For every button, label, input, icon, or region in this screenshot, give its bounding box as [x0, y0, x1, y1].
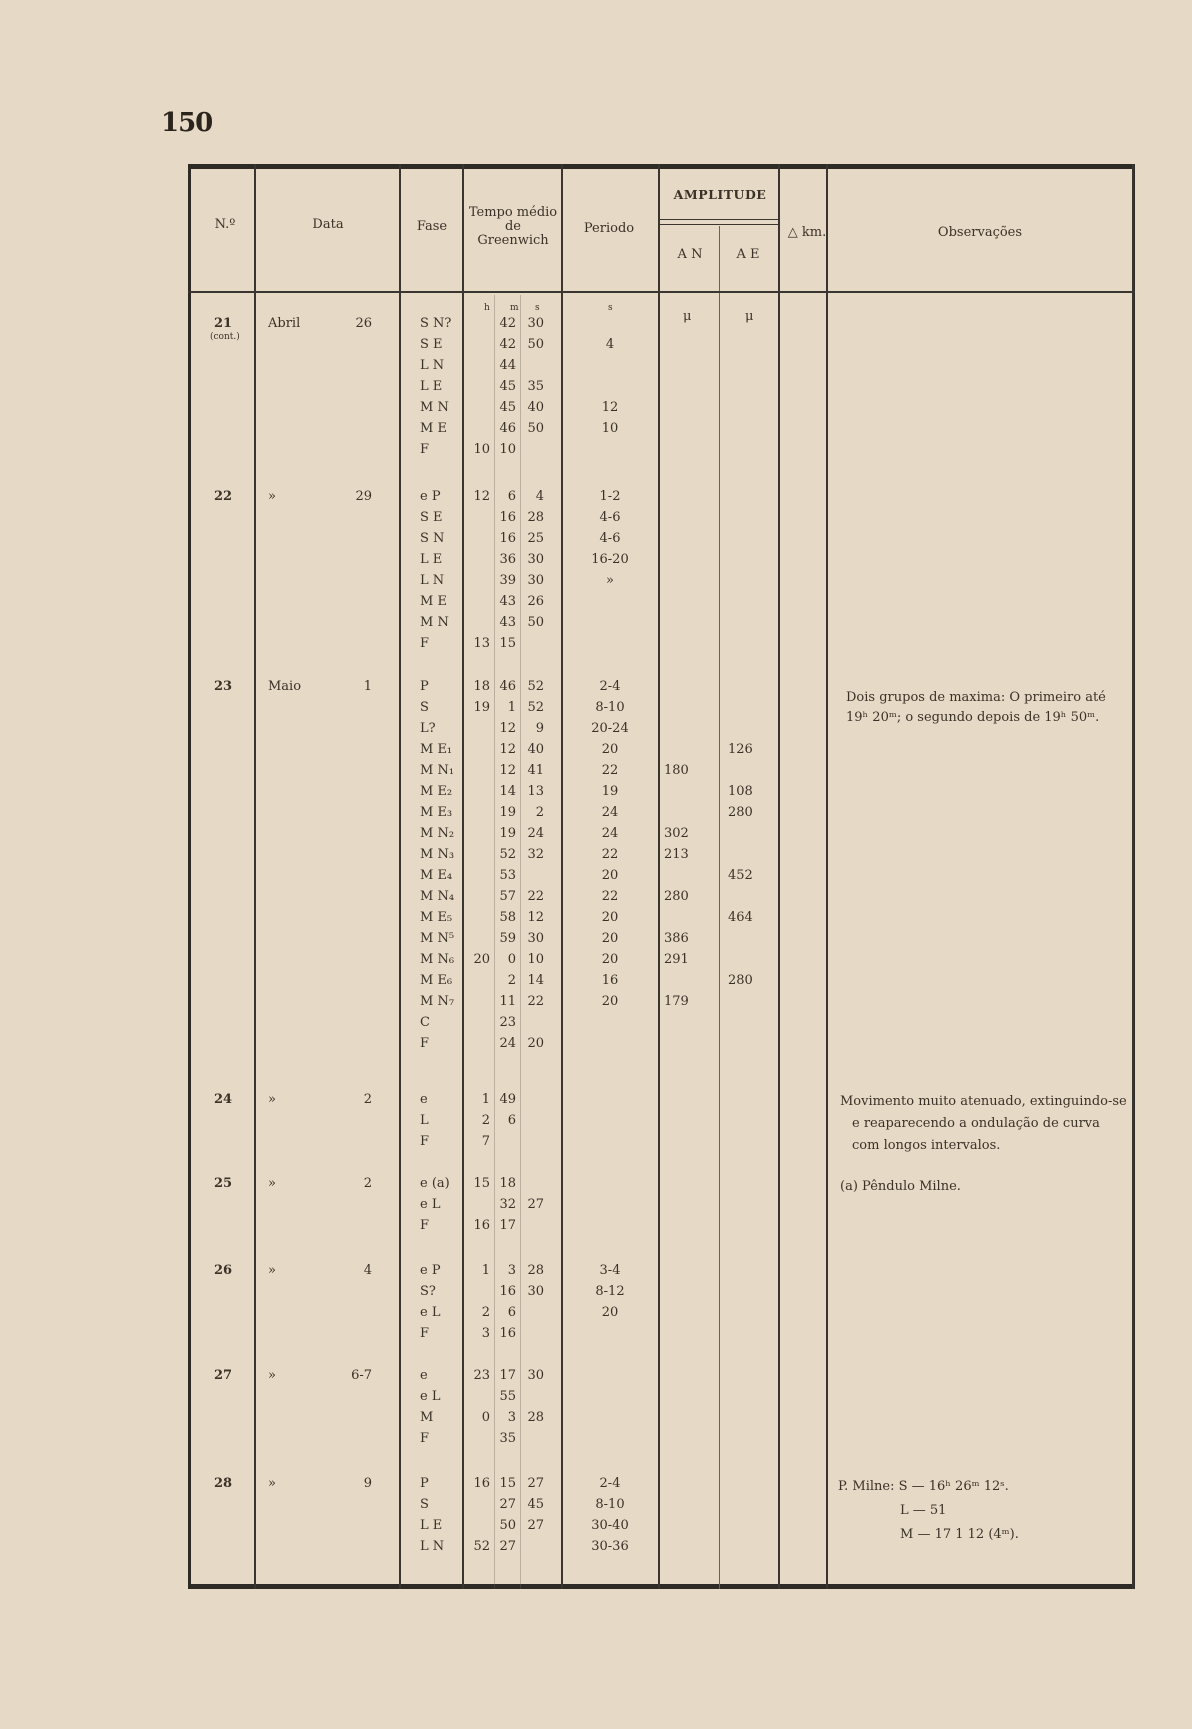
column-divider	[1132, 164, 1134, 1589]
phase-cell: L E	[420, 379, 443, 394]
second-cell: 50	[527, 615, 544, 630]
header-observations: Observações	[937, 225, 1023, 240]
phase-cell: M E₁	[420, 742, 453, 757]
amplitude-ae-cell: 280	[728, 973, 753, 988]
second-cell: 30	[527, 573, 544, 588]
phase-cell: e (a)	[420, 1176, 450, 1191]
observation-28-line-2: L — 51	[900, 1503, 947, 1518]
header-time-2: de	[504, 219, 521, 234]
column-divider	[658, 164, 660, 1589]
second-cell: 10	[527, 952, 544, 967]
column-divider	[826, 164, 828, 1589]
phase-cell: P	[420, 679, 429, 694]
phase-cell: M N₁	[420, 763, 455, 778]
phase-cell: M E	[420, 421, 447, 436]
phase-cell: L N	[420, 358, 445, 373]
minute-cell: 36	[499, 552, 516, 567]
minute-cell: 3	[507, 1410, 516, 1425]
minute-cell: 27	[499, 1539, 516, 1554]
column-divider	[719, 226, 720, 1589]
amplitude-an-cell: 179	[664, 994, 689, 1009]
phase-cell: M	[420, 1410, 434, 1425]
minute-cell: 3	[507, 1263, 516, 1278]
group-day: 2	[363, 1092, 372, 1107]
minute-cell: 16	[499, 510, 516, 525]
amplitude-an-cell: 302	[664, 826, 689, 841]
minute-cell: 1	[507, 700, 516, 715]
hour-cell: 18	[473, 679, 490, 694]
amplitude-ae-cell: 126	[728, 742, 753, 757]
minute-cell: 59	[499, 931, 516, 946]
period-cell: 20	[601, 931, 619, 946]
phase-cell: S?	[420, 1284, 436, 1299]
second-cell: 20	[527, 1036, 544, 1051]
amplitude-an-cell: 386	[664, 931, 689, 946]
group-day: 29	[355, 489, 372, 504]
minute-cell: 42	[499, 337, 516, 352]
unit-s: s	[535, 303, 540, 313]
minute-cell: 46	[499, 421, 516, 436]
phase-cell: M N⁵	[420, 931, 455, 946]
header-rule	[188, 291, 1135, 293]
minute-cell: 6	[507, 1305, 516, 1320]
period-cell: »	[606, 573, 614, 588]
minute-cell: 43	[499, 615, 516, 630]
observation-25: (a) Pêndulo Milne.	[840, 1179, 961, 1194]
minute-cell: 57	[499, 889, 516, 904]
minute-cell: 6	[507, 489, 516, 504]
phase-cell: e L	[420, 1305, 441, 1320]
hour-cell: 0	[481, 1410, 490, 1425]
minute-cell: 39	[499, 573, 516, 588]
phase-cell: S E	[420, 510, 443, 525]
minute-cell: 15	[499, 636, 516, 651]
second-cell: 30	[527, 316, 544, 331]
hour-cell: 52	[473, 1539, 490, 1554]
second-cell: 45	[527, 1497, 544, 1512]
observation-24-line-3: com longos intervalos.	[852, 1138, 1001, 1153]
minute-cell: 27	[499, 1497, 516, 1512]
period-cell: 30-40	[591, 1518, 629, 1533]
hour-cell: 20	[473, 952, 490, 967]
minute-cell: 49	[499, 1092, 516, 1107]
group-day: 1	[363, 679, 372, 694]
unit-m: m	[510, 303, 519, 313]
minute-cell: 24	[499, 1036, 516, 1051]
phase-cell: M N₆	[420, 952, 455, 967]
observation-24-line-1: Movimento muito atenuado, extinguindo-se	[840, 1094, 1127, 1109]
phase-cell: F	[420, 442, 430, 457]
hour-cell: 2	[481, 1305, 490, 1320]
phase-cell: C	[420, 1015, 430, 1030]
minute-cell: 43	[499, 594, 516, 609]
phase-cell: M N₄	[420, 889, 455, 904]
period-cell: 16	[601, 973, 619, 988]
minute-cell: 12	[499, 742, 516, 757]
header-distance: △ km.	[787, 225, 827, 240]
period-cell: 30-36	[591, 1539, 629, 1554]
unit-period-s: s	[608, 303, 613, 313]
minute-cell: 12	[499, 721, 516, 736]
second-cell: 30	[527, 1368, 544, 1383]
group-number: 25	[214, 1176, 233, 1191]
second-cell: 25	[527, 531, 544, 546]
phase-cell: M N₂	[420, 826, 455, 841]
header-date: Data	[312, 217, 344, 232]
period-cell: 22	[601, 763, 619, 778]
minute-cell: 23	[499, 1015, 516, 1030]
group-day: 2	[363, 1176, 372, 1191]
hour-cell: 16	[473, 1218, 490, 1233]
minute-cell: 15	[499, 1476, 516, 1491]
period-cell: 20	[601, 994, 619, 1009]
header-period: Periodo	[583, 221, 635, 236]
hour-cell: 10	[473, 442, 490, 457]
phase-cell: L	[420, 1113, 429, 1128]
second-cell: 13	[527, 784, 544, 799]
phase-cell: e	[420, 1092, 428, 1107]
hour-cell: 1	[481, 1092, 490, 1107]
period-cell: 1-2	[599, 489, 621, 504]
header-an: A N	[677, 247, 703, 262]
page-number: 150	[161, 108, 213, 138]
minute-cell: 6	[507, 1113, 516, 1128]
second-cell: 26	[527, 594, 544, 609]
period-cell: 2-4	[599, 1476, 621, 1491]
period-cell: 24	[601, 805, 619, 820]
period-cell: 2-4	[599, 679, 621, 694]
minute-cell: 42	[499, 316, 516, 331]
period-cell: 20-24	[591, 721, 629, 736]
group-number: 23	[214, 679, 233, 694]
header-phase: Fase	[416, 219, 448, 234]
period-cell: 22	[601, 889, 619, 904]
group-day: 4	[363, 1263, 372, 1278]
hour-cell: 13	[473, 636, 490, 651]
phase-cell: M E₆	[420, 973, 453, 988]
group-month: »	[268, 1092, 276, 1107]
amplitude-an-cell: 291	[664, 952, 689, 967]
phase-cell: M N	[420, 615, 449, 630]
group-number: 21	[214, 316, 233, 331]
column-divider	[778, 164, 780, 1589]
amplitude-ae-cell: 280	[728, 805, 753, 820]
data-table	[188, 164, 1135, 1589]
unit-mu-ae: μ	[745, 309, 754, 324]
second-cell: 27	[527, 1476, 544, 1491]
phase-cell: e P	[420, 489, 441, 504]
second-cell: 27	[527, 1197, 544, 1212]
second-cell: 28	[527, 510, 544, 525]
group-day: 9	[363, 1476, 372, 1491]
minute-cell: 50	[499, 1518, 516, 1533]
amplitude-ae-cell: 108	[728, 784, 753, 799]
second-cell: 35	[527, 379, 544, 394]
phase-cell: M N	[420, 400, 449, 415]
phase-cell: S N	[420, 531, 445, 546]
minute-cell: 17	[499, 1218, 516, 1233]
second-cell: 50	[527, 337, 544, 352]
phase-cell: F	[420, 1134, 430, 1149]
period-cell: 16-20	[591, 552, 629, 567]
phase-cell: e L	[420, 1389, 441, 1404]
minute-cell: 11	[499, 994, 516, 1009]
observation-24-line-2: e reaparecendo a ondulação de curva	[852, 1116, 1100, 1131]
header-rule	[658, 224, 778, 225]
second-cell: 32	[527, 847, 544, 862]
period-cell: 24	[601, 826, 619, 841]
minute-cell: 16	[499, 1326, 516, 1341]
phase-cell: M E₃	[420, 805, 453, 820]
second-cell: 28	[527, 1410, 544, 1425]
amplitude-an-cell: 213	[664, 847, 689, 862]
second-cell: 22	[527, 994, 544, 1009]
minute-cell: 2	[507, 973, 516, 988]
phase-cell: M E₄	[420, 868, 453, 883]
group-number: 26	[214, 1263, 233, 1278]
phase-cell: F	[420, 1431, 430, 1446]
phase-cell: S E	[420, 337, 443, 352]
group-number: 27	[214, 1368, 233, 1383]
observation-23-line-2: 19ʰ 20ᵐ; o segundo depois de 19ʰ 50ᵐ.	[846, 710, 1100, 725]
group-number: 22	[214, 489, 233, 504]
period-cell: 20	[601, 868, 619, 883]
period-cell: 3-4	[599, 1263, 621, 1278]
phase-cell: M E₂	[420, 784, 453, 799]
second-cell: 28	[527, 1263, 544, 1278]
phase-cell: e L	[420, 1197, 441, 1212]
minute-cell: 19	[499, 826, 516, 841]
phase-cell: M E₅	[420, 910, 453, 925]
observation-23-line-1: Dois grupos de maxima: O primeiro até	[846, 690, 1106, 705]
amplitude-ae-cell: 464	[728, 910, 753, 925]
phase-cell: e P	[420, 1263, 441, 1278]
phase-cell: L N	[420, 1539, 445, 1554]
minute-cell: 35	[499, 1431, 516, 1446]
period-cell: 19	[601, 784, 619, 799]
minute-cell: 44	[499, 358, 516, 373]
minute-cell: 45	[499, 379, 516, 394]
phase-cell: P	[420, 1476, 429, 1491]
group-month: »	[268, 1263, 276, 1278]
unit-mu-an: μ	[683, 309, 692, 324]
phase-cell: L E	[420, 552, 443, 567]
column-divider	[254, 164, 256, 1589]
group-month: Maio	[268, 679, 302, 694]
hour-cell: 15	[473, 1176, 490, 1191]
phase-cell: F	[420, 1218, 430, 1233]
period-cell: 4-6	[599, 531, 621, 546]
period-cell: 20	[601, 910, 619, 925]
group-number: 28	[214, 1476, 233, 1491]
minute-cell: 14	[499, 784, 516, 799]
second-cell: 30	[527, 552, 544, 567]
second-cell: 41	[527, 763, 544, 778]
second-cell: 40	[527, 400, 544, 415]
second-cell: 14	[527, 973, 544, 988]
period-cell: 4	[605, 337, 615, 352]
minute-cell: 19	[499, 805, 516, 820]
phase-cell: F	[420, 1036, 430, 1051]
minute-cell: 58	[499, 910, 516, 925]
hour-cell: 3	[481, 1326, 490, 1341]
second-cell: 24	[527, 826, 544, 841]
hour-cell: 7	[481, 1134, 490, 1149]
amplitude-an-cell: 180	[664, 763, 689, 778]
column-divider	[462, 164, 464, 1589]
minute-cell: 12	[499, 763, 516, 778]
second-cell: 50	[527, 421, 544, 436]
phase-cell: F	[420, 1326, 430, 1341]
second-cell: 9	[535, 721, 544, 736]
hour-cell: 23	[473, 1368, 490, 1383]
group-month: »	[268, 1368, 276, 1383]
phase-cell: M N₇	[420, 994, 455, 1009]
phase-cell: S	[420, 700, 429, 715]
group-day: 26	[355, 316, 372, 331]
second-cell: 22	[527, 889, 544, 904]
phase-cell: L E	[420, 1518, 443, 1533]
second-cell: 40	[527, 742, 544, 757]
hour-cell: 12	[473, 489, 490, 504]
minute-cell: 52	[499, 847, 516, 862]
phase-cell: M N₃	[420, 847, 455, 862]
phase-cell: S	[420, 1497, 429, 1512]
phase-cell: M E	[420, 594, 447, 609]
minute-cell: 32	[499, 1197, 516, 1212]
period-cell: 8-10	[595, 1497, 625, 1512]
hour-cell: 19	[473, 700, 490, 715]
header-time-1: Tempo médio	[468, 205, 558, 220]
group-month: »	[268, 489, 276, 504]
group-month: »	[268, 1476, 276, 1491]
header-rule	[658, 219, 778, 220]
second-cell: 30	[527, 931, 544, 946]
phase-cell: e	[420, 1368, 428, 1383]
minute-cell: 46	[499, 679, 516, 694]
period-cell: 20	[601, 952, 619, 967]
minute-cell: 16	[499, 1284, 516, 1299]
hour-cell: 16	[473, 1476, 490, 1491]
observation-28-line-1: P. Milne: S — 16ʰ 26ᵐ 12ˢ.	[838, 1479, 1009, 1494]
group-day: 6-7	[351, 1368, 372, 1383]
group-month: Abril	[268, 316, 301, 331]
period-cell: 10	[601, 421, 619, 436]
header-number: N.º	[214, 217, 236, 232]
minute-cell: 0	[507, 952, 516, 967]
second-cell: 30	[527, 1284, 544, 1299]
unit-h: h	[484, 303, 490, 313]
column-divider	[399, 164, 401, 1589]
second-cell: 4	[535, 489, 544, 504]
header-amplitude: AMPLITUDE	[673, 187, 767, 202]
header-time-3: Greenwich	[477, 233, 549, 248]
group-number: 24	[214, 1092, 233, 1107]
period-cell: 20	[601, 742, 619, 757]
minute-cell: 18	[499, 1176, 516, 1191]
amplitude-ae-cell: 452	[728, 868, 753, 883]
second-cell: 52	[527, 700, 544, 715]
minute-cell: 16	[499, 531, 516, 546]
phase-cell: F	[420, 636, 430, 651]
period-cell: 8-12	[595, 1284, 625, 1299]
second-cell: 52	[527, 679, 544, 694]
second-cell: 12	[527, 910, 544, 925]
minute-cell: 17	[499, 1368, 516, 1383]
group-month: »	[268, 1176, 276, 1191]
hour-cell: 2	[481, 1113, 490, 1128]
phase-cell: L?	[420, 721, 436, 736]
observation-28-line-3: M — 17 1 12 (4ᵐ).	[900, 1527, 1019, 1542]
period-cell: 20	[601, 1305, 619, 1320]
phase-cell: L N	[420, 573, 445, 588]
period-cell: 4-6	[599, 510, 621, 525]
amplitude-an-cell: 280	[664, 889, 689, 904]
hour-cell: 1	[481, 1263, 490, 1278]
period-cell: 22	[601, 847, 619, 862]
second-cell: 27	[527, 1518, 544, 1533]
minute-cell: 10	[499, 442, 516, 457]
group-continued: (cont.)	[210, 332, 240, 342]
period-cell: 8-10	[595, 700, 625, 715]
phase-cell: S N?	[420, 316, 452, 331]
minute-cell: 53	[499, 868, 516, 883]
header-ae: A E	[736, 247, 760, 262]
minute-cell: 45	[499, 400, 516, 415]
minute-cell: 55	[499, 1389, 516, 1404]
column-divider	[561, 164, 563, 1589]
second-cell: 2	[535, 805, 544, 820]
period-cell: 12	[601, 400, 619, 415]
